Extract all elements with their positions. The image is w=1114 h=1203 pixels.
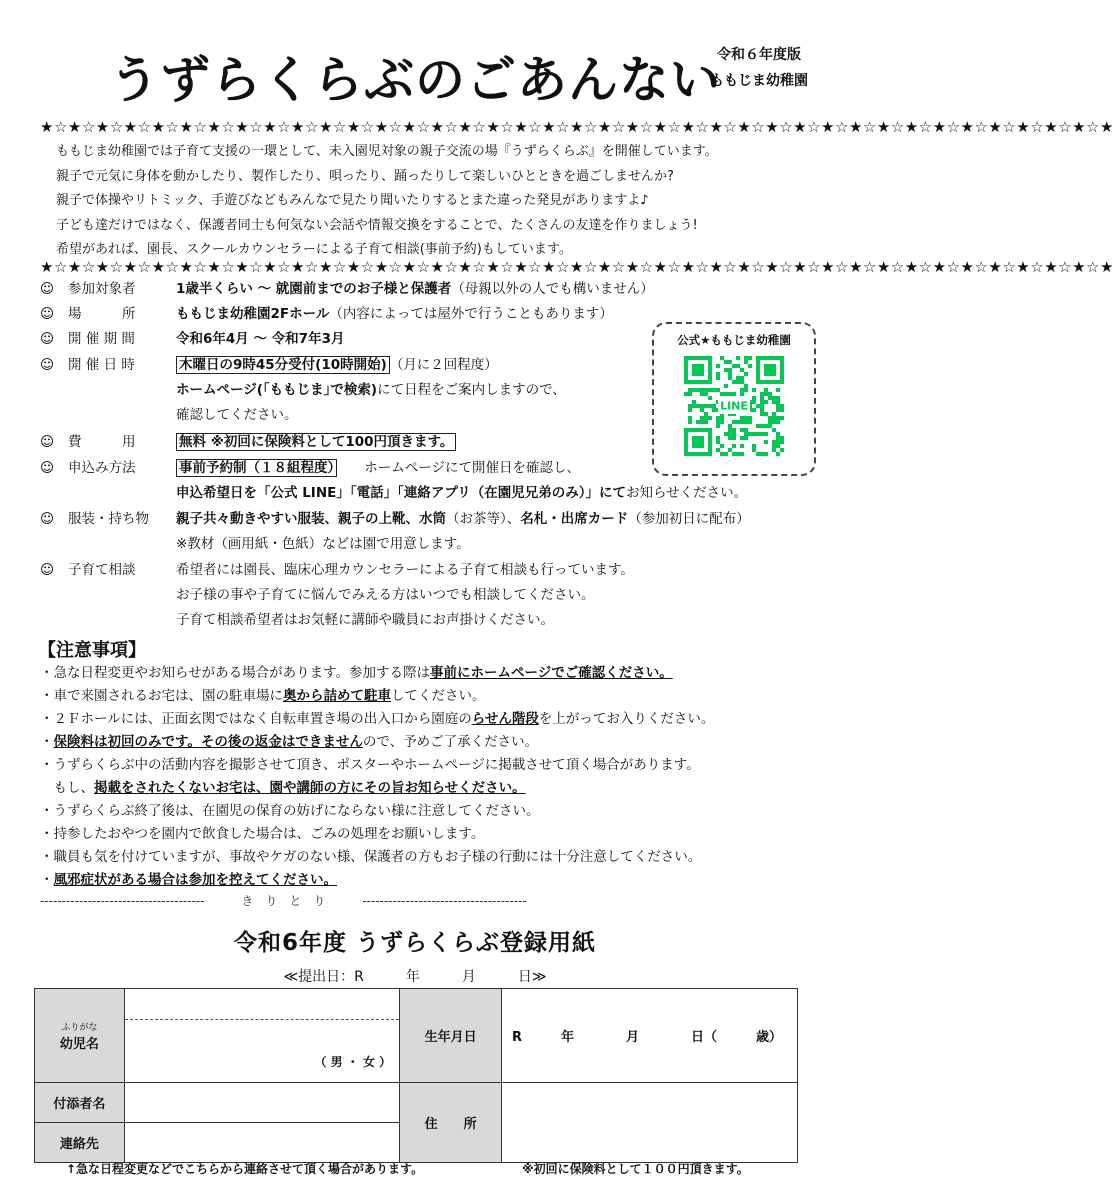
contact-header: 連絡先 — [35, 1123, 125, 1163]
fee-value: 無料 ※初回に保険料として100円頂きます。 — [176, 433, 456, 451]
homepage-hint: ホームページ(｢ももじま｣で検索) — [176, 382, 378, 398]
notice-emphasis: 奥から詰めて駐車 — [283, 688, 391, 704]
gender-choice[interactable]: （ 男 ・ 女 ） — [314, 1055, 392, 1069]
edition-year: 令和６年度版 — [717, 47, 801, 63]
consult-line-3: 子育て相談希望者はお気軽に講師や職員にお声掛けください。 — [176, 612, 554, 628]
info-label: 申込み方法 — [68, 460, 136, 476]
notice-item: ・職員も気を付けていますが、事故やケガのない様、保護者の方もお子様の行動には十分注意してください。 — [40, 849, 702, 865]
smiley-icon: ☺ — [40, 460, 55, 476]
intro-text — [56, 140, 816, 263]
notice-text: ・車で来園されるお宅は、園の駐車場に — [40, 688, 283, 704]
edition-block — [710, 42, 808, 94]
page-title: うずらくらぶのごあんない — [109, 51, 721, 109]
smiley-icon: ☺ — [40, 331, 55, 347]
day-note: （月に２回程度） — [389, 357, 498, 373]
notice-text: してください。 — [391, 688, 486, 704]
form-title: 令和6年度 うずらくらぶ登録用紙 — [233, 930, 596, 956]
target-note: （母親以外の人でも構いません） — [451, 281, 654, 297]
contact-field[interactable] — [124, 1123, 399, 1163]
notice-item — [40, 869, 337, 891]
birthday-field[interactable]: R 年 月 日（ 歳） — [502, 989, 798, 1083]
consult-line-2: お子様の事や子育てに悩んでみえる方はいつでも相談してください。 — [176, 587, 595, 603]
star-divider-top: ★☆★☆★☆★☆★☆★☆★☆★☆★☆★☆★☆★☆★☆★☆★☆★☆★☆★☆★☆★☆★☆★☆★☆★☆★☆★☆★☆★☆★☆★☆★☆★☆★☆★☆★☆★☆★☆★☆★ — [40, 118, 1114, 136]
notice-text: ので、予めご了承ください。 — [362, 734, 539, 750]
apply-note: ホームページにて開催日を確認し、 — [364, 460, 580, 476]
info-label: 服装・持ち物 — [68, 511, 149, 527]
notice-item — [40, 662, 673, 684]
notice-emphasis: 保険料は初回のみです。その後の返金はできません — [53, 734, 363, 750]
info-label: 開 催 期 間 — [68, 331, 135, 347]
period-value: 令和6年4月 ～ 令和7年3月 — [176, 331, 345, 347]
smiley-icon: ☺ — [40, 306, 55, 322]
smiley-icon: ☺ — [40, 357, 55, 373]
guardian-header: 付添者名 — [35, 1083, 125, 1123]
intro-line: 親子で体操やリトミック、手遊びなどもみんなで見たり聞いたりするとまた違った発見がありますよ♪ — [56, 193, 649, 208]
notice-emphasis: らせん階段 — [471, 711, 539, 727]
consult-line-1: 希望者には園長、臨床心理カウンセラーによる子育て相談も行っています。 — [176, 562, 634, 578]
notice-text: もし、 — [40, 780, 94, 796]
info-label: 費 用 — [68, 434, 136, 450]
notice-text: を上がってお入りください。 — [538, 711, 715, 727]
school-name: ももじま幼稚園 — [710, 73, 808, 89]
notice-text: ・急な日程変更やお知らせがある場合があります。参加する際は — [40, 665, 431, 681]
notice-item — [40, 777, 526, 799]
notice-item — [40, 731, 538, 753]
wear-note: （お茶等）、 — [446, 511, 521, 527]
notice-emphasis: 掲載をされたくないお宅は、園や講師の方にその旨お知らせください。 — [94, 780, 526, 796]
smiley-icon: ☺ — [40, 511, 55, 527]
notice-item: ・うずらくらぶ中の活動内容を撮影させて頂き、ポスターやホームページに掲載させて頂く場合があります。 — [40, 757, 700, 773]
wear-card-note: （参加初日に配布） — [628, 511, 750, 527]
smiley-icon: ☺ — [40, 281, 55, 297]
day-value: 木曜日の9時45分受付(10時開始) — [176, 356, 390, 374]
smiley-icon: ☺ — [40, 434, 55, 450]
address-header: 住 所 — [400, 1083, 502, 1163]
notice-item — [40, 685, 486, 707]
notice-text: ・２Ｆホールには、正面玄関ではなく自転車置き場の出入口から園庭の — [40, 711, 472, 727]
intro-line: 親子で元気に身体を動かしたり、製作したり、唄ったり、踊ったりして楽しいひとときを過ごしませんか? — [56, 168, 674, 184]
intro-line: 希望があれば、園長、スクールカウンセラーによる子育て相談(事前予約)もしています。 — [56, 242, 572, 257]
line-qr-card[interactable] — [652, 322, 816, 476]
place-note: （内容によっては屋外で行うこともあります） — [329, 306, 613, 322]
submit-date: ≪提出日：R 年 月 日≫ — [283, 969, 547, 985]
intro-line: ももじま幼稚園では子育て支援の一環として、未入園児対象の親子交流の場『うずらくらぶ』を開催しています。 — [56, 144, 718, 159]
place-value: ももじま幼稚園2Fホール — [176, 306, 330, 322]
notice-emphasis: 事前にホームページでご確認ください。 — [430, 665, 673, 681]
wear-materials: ※教材（画用紙・色紙）などは園で用意します。 — [176, 536, 470, 552]
apply-value: 事前予約制（１８組程度） — [176, 459, 337, 477]
info-label: 参加対象者 — [68, 281, 136, 297]
apply-channels-rest: お知らせください。 — [626, 485, 748, 501]
homepage-rest: にて日程をご案内しますので、 — [377, 382, 566, 398]
qr-line-label: LINE — [720, 399, 748, 413]
notice-text: ・ — [40, 872, 54, 888]
info-label: 子育て相談 — [68, 562, 136, 578]
wear-value: 親子共々動きやすい服装、親子の上靴、水筒 — [176, 511, 446, 527]
target-value: 1歳半くらい ～ 就園前までのお子様と保護者 — [176, 281, 452, 297]
notice-text: ・ — [40, 734, 54, 750]
child-name-label: 幼児名 — [59, 1036, 99, 1052]
registration-form — [34, 988, 798, 1163]
intro-line: 子ども達だけではなく、保護者同士も何気ない会話や情報交換をすることで、たくさんの友達を作りましょう! — [56, 217, 698, 233]
notice-item — [40, 708, 714, 730]
cut-dashes: -------------------------------------- — [40, 894, 205, 908]
apply-channels: 申込希望日を「公式 LINE」「電話」「連絡アプリ（在園児兄弟のみ）」にて — [176, 485, 627, 501]
wear-card: 名札・出席カード — [520, 511, 629, 527]
info-label: 開 催 日 時 — [68, 357, 135, 373]
notice-heading: 【注意事項】 — [38, 640, 146, 661]
fee-footnote: ※初回に保険料として１００円頂きます。 — [522, 1162, 749, 1176]
notice-emphasis: 風邪症状がある場合は参加を控えてください。 — [53, 872, 337, 888]
cut-dashes: -------------------------------------- — [362, 894, 527, 908]
contact-footnote: ↑急な日程変更などでこちらから連絡させて頂く場合があります。 — [66, 1162, 424, 1176]
cut-label: き り と り — [241, 894, 326, 908]
confirm-text: 確認してください。 — [176, 407, 298, 423]
guardian-field[interactable] — [124, 1083, 399, 1123]
qr-title: 公式★ももじま幼稚園 — [677, 333, 791, 347]
address-field[interactable] — [502, 1083, 798, 1163]
birthday-header: 生年月日 — [400, 989, 502, 1083]
furigana-divider — [125, 1019, 399, 1020]
notice-item: ・うずらくらぶ終了後は、在園児の保育の妨げにならない様に注意してください。 — [40, 803, 540, 819]
line-qr-code-icon[interactable] — [684, 356, 784, 456]
cut-line — [40, 892, 792, 909]
child-name-header — [35, 989, 125, 1083]
notice-item: ・持参したおやつを園内で飲食した場合は、ごみの処理をお願いします。 — [40, 826, 485, 842]
child-name-field[interactable] — [124, 989, 399, 1083]
info-label: 場 所 — [68, 306, 136, 322]
star-divider-bottom: ★☆★☆★☆★☆★☆★☆★☆★☆★☆★☆★☆★☆★☆★☆★☆★☆★☆★☆★☆★☆★☆★☆★☆★☆★☆★☆★☆★☆★☆★☆★☆★☆★☆★☆★☆★☆★☆★☆★ — [40, 258, 1114, 276]
furigana-label: ふりがな — [61, 1022, 98, 1033]
smiley-icon: ☺ — [40, 562, 55, 578]
